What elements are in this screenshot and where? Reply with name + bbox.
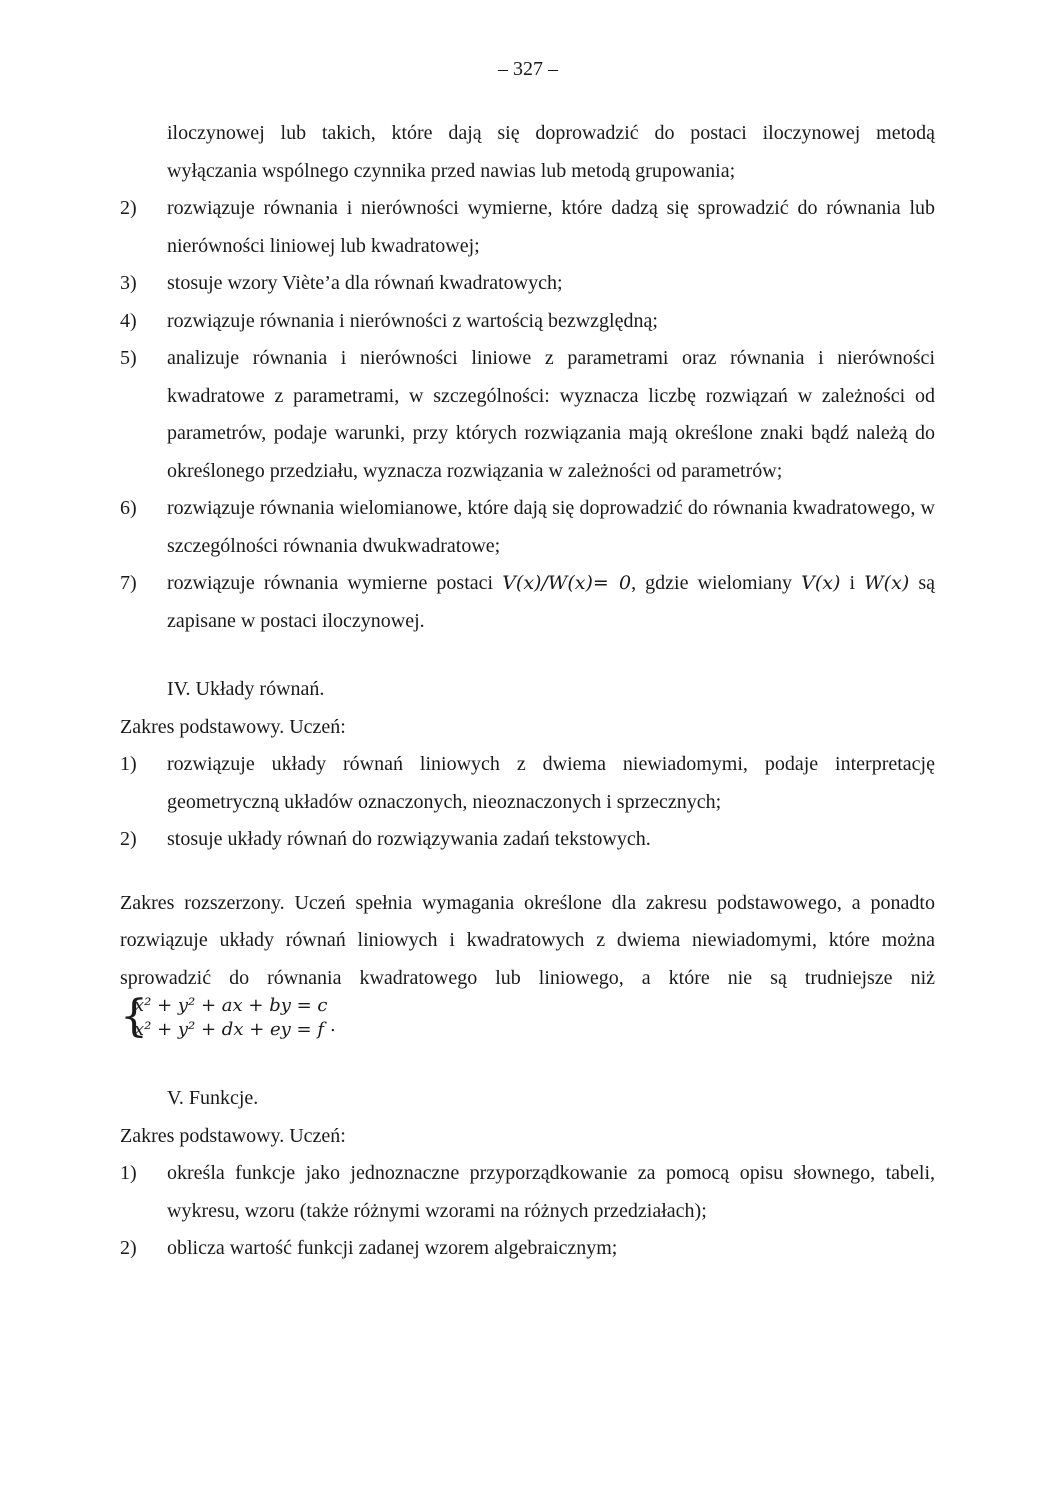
item-number: 3) [120,272,137,294]
item-text-and: i [840,572,865,594]
extended-scope-paragraph: Zakres rozszerzony. Uczeń spełnia wymagania określone dla zakresu podstawowego, a ponadto rozwiązuje układy równań liniowych i kwadratowych z dwiema niewiadomymi, które można sprowadzić do równania kwadratowego lub liniowego, a które nie są trudniejsze niż [120,891,935,989]
item-number: 2) [120,828,137,850]
item-number: 4) [120,309,137,332]
continuation-line-2: wyłączania wspólnego czynnika przed nawias lub metodą grupowania; [167,159,736,182]
item-text-middle: , gdzie wielomiany [631,572,802,594]
item-number: 7) [120,572,137,594]
item-number: 5) [120,347,137,369]
section-heading: IV. Układy równań. [167,678,325,700]
item-text: rozwiązuje układy równań liniowych z dwiema niewiadomymi, podaje interpretację geometryczną układów oznaczonych, nieoznaczonych i sprzecznych; [167,753,935,813]
list-item [120,340,935,490]
list-item [120,303,935,341]
math-expression: V(x) [801,572,841,594]
item-text-after: są zapisane w postaci iloczynowej. [167,572,935,632]
document-body [120,115,935,1268]
equation-system [120,993,935,1049]
item-text: oblicza wartość funkcji zadanej wzorem algebraicznym; [167,1237,618,1259]
scope-label: Zakres podstawowy. Uczeń: [120,1124,346,1147]
list-item [120,490,935,565]
item-text: stosuje wzory Viète’a dla równań kwadratowych; [167,272,563,294]
list-item [120,821,935,859]
item-number: 2) [120,197,137,219]
item-text: analizuje równania i nierówności liniowe z parametrami oraz równania i nierówności kwadratowe z parametrami, w szczególności: wyznacza liczbę rozwiązań w zależności od parametrów, podaje warunki, przy których rozwiązania mają określone znaki bądź należą do określonego przedziału, wyznacza rozwiązania w zależności od parametrów; [167,347,935,482]
item-text: rozwiązuje równania wielomianowe, które dają się doprowadzić do równania kwadratowego, w szczególności równania dwukwadratowe; [167,497,935,557]
section-heading: V. Funkcje. [167,1087,259,1109]
list-item-7 [120,565,935,640]
math-expression: V(x)/W(x)= 0 [502,572,632,594]
item-text-before: rozwiązuje równania wymierne postaci [167,572,503,594]
item-number: 6) [120,497,137,519]
page-number: – 327 – [498,58,558,80]
list-item [120,190,935,265]
scope-label: Zakres podstawowy. Uczeń: [120,715,346,738]
item-text: stosuje układy równań do rozwiązywania zadań tekstowych. [167,828,651,850]
equation-end-dot: . [330,1015,336,1036]
list-item [120,1230,935,1268]
brace-symbol: { [120,991,148,1042]
list-item [120,265,935,303]
item-number: 1) [120,1162,137,1184]
item-text: rozwiązuje równania i nierówności z wartością bezwzględną; [167,309,658,332]
continuation-line-1: iloczynowej lub takich, które dają się doprowadzić do postaci iloczynowej metodą [167,122,935,144]
item-number: 2) [120,1237,137,1259]
item-number: 1) [120,753,137,775]
list-item [120,746,935,821]
equation-2: x² + y² + dx + ey = f [134,1019,325,1040]
item-text: rozwiązuje równania i nierówności wymierne, które dadzą się sprowadzić do równania lub nierówności liniowej lub kwadratowej; [167,197,935,257]
math-expression: W(x) [864,572,910,594]
list-item [120,1155,935,1230]
item-text: określa funkcje jako jednoznaczne przyporządkowanie za pomocą opisu słownego, tabeli, wykresu, wzoru (także różnymi wzorami na różnych przedziałach); [167,1162,935,1222]
equation-1: x² + y² + ax + by = c [134,995,328,1016]
